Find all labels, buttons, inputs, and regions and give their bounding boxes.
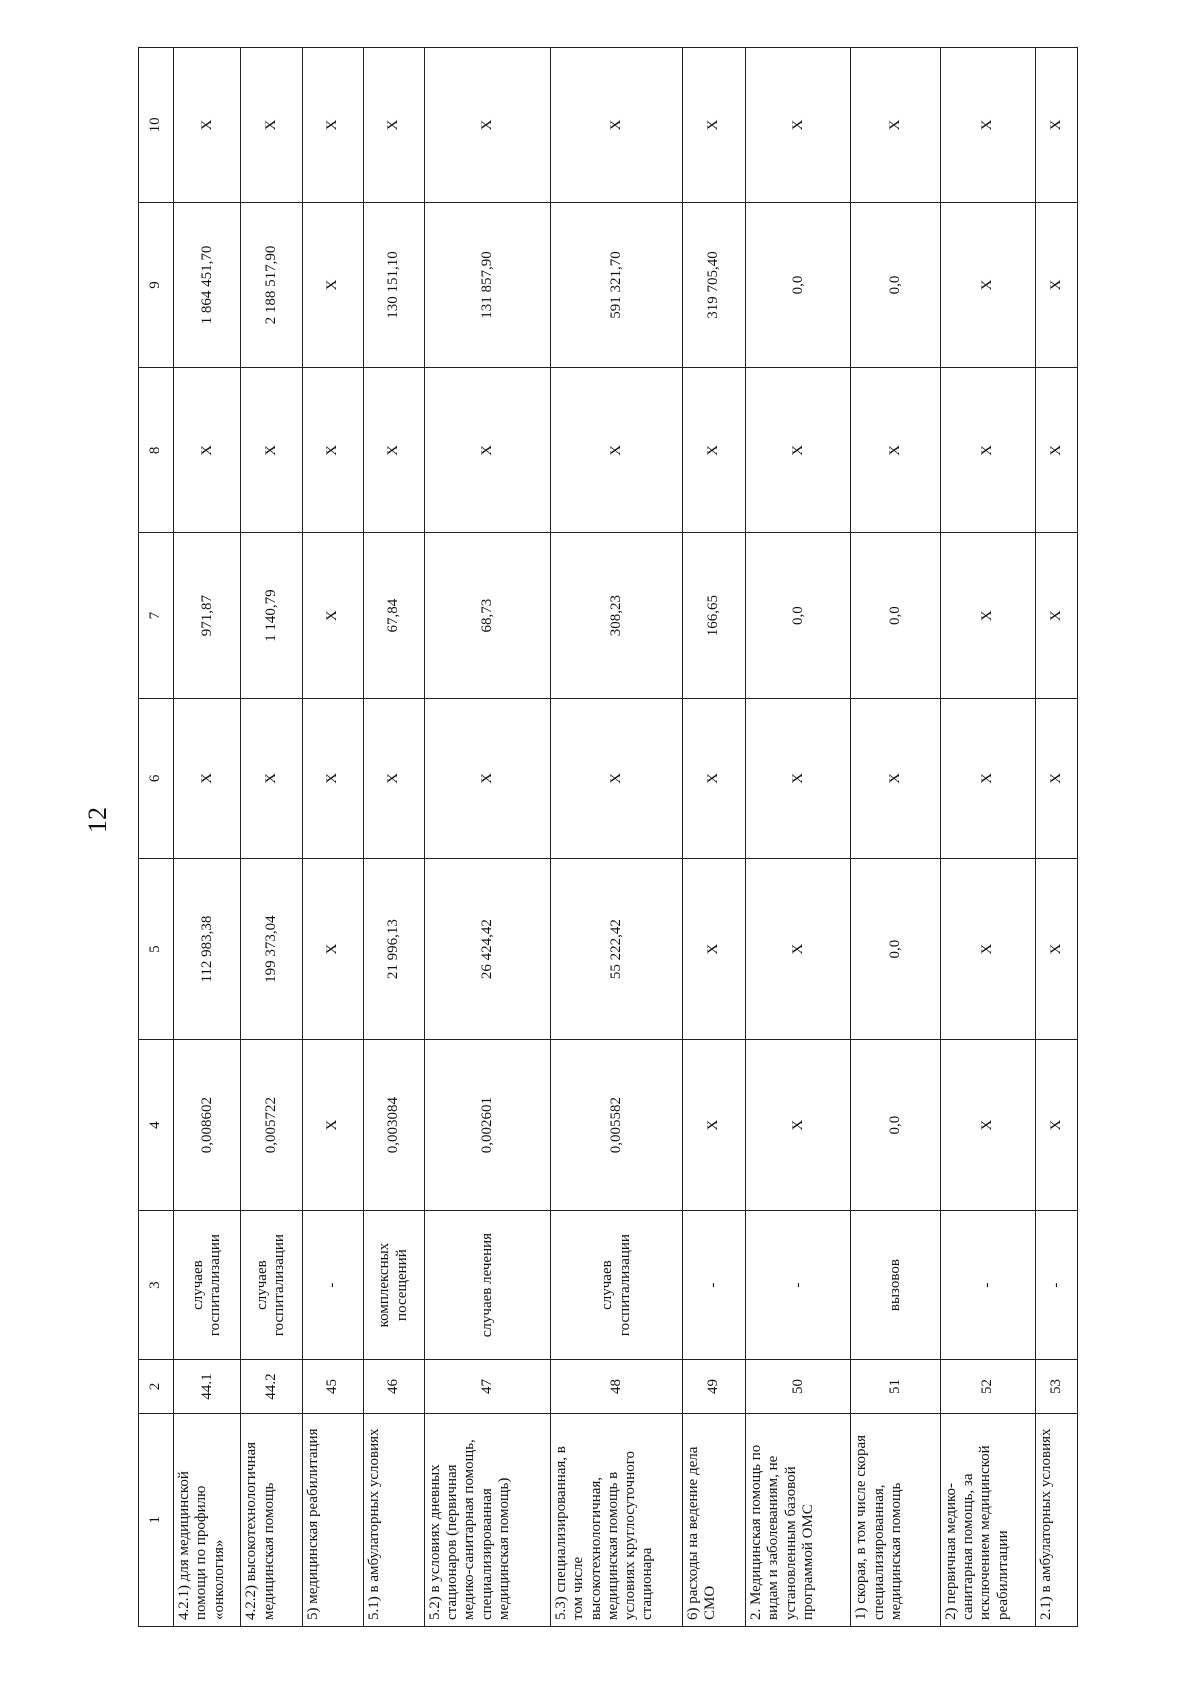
value-cell: Х bbox=[174, 698, 241, 858]
unit-cell: - bbox=[1035, 1210, 1077, 1359]
value-cell: Х bbox=[302, 533, 363, 698]
unit-cell: случаев госпитализации bbox=[241, 1210, 302, 1359]
table-row bbox=[241, 48, 302, 1627]
value-cell: 591 321,70 bbox=[551, 202, 683, 367]
value-cell: 2 188 517,90 bbox=[241, 202, 302, 367]
unit-cell: случаев лечения bbox=[424, 1210, 550, 1359]
value-cell: 26 424,42 bbox=[424, 858, 550, 1039]
value-cell: 0,0 bbox=[851, 202, 941, 367]
row-number-cell: 44.2 bbox=[241, 1360, 302, 1413]
value-cell: Х bbox=[682, 368, 745, 533]
col-header: 8 bbox=[139, 368, 174, 533]
value-cell: Х bbox=[746, 698, 851, 858]
value-cell: 0,003084 bbox=[363, 1040, 424, 1211]
value-cell: 0,002601 bbox=[424, 1040, 550, 1211]
row-name-cell: 5.2) в условиях дневных стационаров (первичная медико-санитарная помощь, специализированная медицинская помощь) bbox=[424, 1413, 550, 1626]
row-number-cell: 49 bbox=[682, 1360, 745, 1413]
value-cell: 971,87 bbox=[174, 533, 241, 698]
row-name-cell: 2.1) в амбулаторных условиях bbox=[1035, 1413, 1077, 1626]
table-row bbox=[1035, 48, 1077, 1627]
value-cell: 166,65 bbox=[682, 533, 745, 698]
value-cell: 0,005722 bbox=[241, 1040, 302, 1211]
value-cell: Х bbox=[851, 368, 941, 533]
value-cell: Х bbox=[174, 368, 241, 533]
col-header: 9 bbox=[139, 202, 174, 367]
row-number-cell: 53 bbox=[1035, 1360, 1077, 1413]
unit-cell: - bbox=[940, 1210, 1035, 1359]
value-cell: 21 996,13 bbox=[363, 858, 424, 1039]
row-number-cell: 46 bbox=[363, 1360, 424, 1413]
value-cell: 130 151,10 bbox=[363, 202, 424, 367]
unit-cell: случаев госпитализации bbox=[551, 1210, 683, 1359]
value-cell: Х bbox=[682, 858, 745, 1039]
value-cell: Х bbox=[1035, 202, 1077, 367]
value-cell: 0,0 bbox=[746, 533, 851, 698]
unit-cell: - bbox=[746, 1210, 851, 1359]
value-cell: 131 857,90 bbox=[424, 202, 550, 367]
table-row bbox=[746, 48, 851, 1627]
value-cell: Х bbox=[940, 858, 1035, 1039]
table-row bbox=[424, 48, 550, 1627]
row-name-cell: 4.2.2) высокотехнологичная медицинская помощь bbox=[241, 1413, 302, 1626]
value-cell: Х bbox=[241, 698, 302, 858]
value-cell: Х bbox=[174, 48, 241, 203]
table-row bbox=[851, 48, 941, 1627]
row-name-cell: 5) медицинская реабилитация bbox=[302, 1413, 363, 1626]
value-cell: Х bbox=[940, 698, 1035, 858]
value-cell: 0,0 bbox=[851, 533, 941, 698]
value-cell: Х bbox=[940, 368, 1035, 533]
value-cell: 0,0 bbox=[851, 858, 941, 1039]
value-cell: Х bbox=[302, 698, 363, 858]
row-name-cell: 6) расходы на ведение дела СМО bbox=[682, 1413, 745, 1626]
value-cell: 112 983,38 bbox=[174, 858, 241, 1039]
value-cell: Х bbox=[551, 368, 683, 533]
value-cell: Х bbox=[424, 368, 550, 533]
value-cell: Х bbox=[682, 698, 745, 858]
row-name-cell: 4.2.1) для медицинской помощи по профилю «онкология» bbox=[174, 1413, 241, 1626]
value-cell: Х bbox=[851, 698, 941, 858]
value-cell: Х bbox=[302, 858, 363, 1039]
row-number-cell: 51 bbox=[851, 1360, 941, 1413]
value-cell: Х bbox=[363, 368, 424, 533]
row-name-cell: 2) первичная медико-санитарная помощь, за исключением медицинской реабилитации bbox=[940, 1413, 1035, 1626]
value-cell: 199 373,04 bbox=[241, 858, 302, 1039]
value-cell: Х bbox=[1035, 1040, 1077, 1211]
col-header: 4 bbox=[139, 1040, 174, 1211]
rotated-table-container bbox=[138, 47, 1078, 1627]
value-cell: 55 222,42 bbox=[551, 858, 683, 1039]
row-number-cell: 50 bbox=[746, 1360, 851, 1413]
col-header: 7 bbox=[139, 533, 174, 698]
table-row bbox=[302, 48, 363, 1627]
value-cell: 0,0 bbox=[851, 1040, 941, 1211]
header-row bbox=[139, 48, 174, 1627]
value-cell: Х bbox=[363, 698, 424, 858]
value-cell: Х bbox=[1035, 48, 1077, 203]
value-cell: 319 705,40 bbox=[682, 202, 745, 367]
unit-cell: вызовов bbox=[851, 1210, 941, 1359]
col-header: 3 bbox=[139, 1210, 174, 1359]
value-cell: 0,005582 bbox=[551, 1040, 683, 1211]
value-cell: Х bbox=[1035, 858, 1077, 1039]
value-cell: Х bbox=[363, 48, 424, 203]
value-cell: Х bbox=[851, 48, 941, 203]
value-cell: 1 864 451,70 bbox=[174, 202, 241, 367]
value-cell: Х bbox=[746, 368, 851, 533]
value-cell: Х bbox=[424, 48, 550, 203]
value-cell: Х bbox=[682, 48, 745, 203]
table-row bbox=[174, 48, 241, 1627]
col-header: 6 bbox=[139, 698, 174, 858]
value-cell: Х bbox=[940, 48, 1035, 203]
value-cell: Х bbox=[1035, 698, 1077, 858]
value-cell: Х bbox=[940, 202, 1035, 367]
value-cell: 308,23 bbox=[551, 533, 683, 698]
value-cell: 68,73 bbox=[424, 533, 550, 698]
row-number-cell: 47 bbox=[424, 1360, 550, 1413]
col-header: 5 bbox=[139, 858, 174, 1039]
value-cell: Х bbox=[746, 858, 851, 1039]
value-cell: Х bbox=[241, 48, 302, 203]
value-cell: Х bbox=[302, 48, 363, 203]
row-name-cell: 1) скорая, в том числе скорая специализированная, медицинская помощь bbox=[851, 1413, 941, 1626]
value-cell: Х bbox=[682, 1040, 745, 1211]
value-cell: Х bbox=[302, 1040, 363, 1211]
row-name-cell: 5.1) в амбулаторных условиях bbox=[363, 1413, 424, 1626]
col-header: 10 bbox=[139, 48, 174, 203]
value-cell: 1 140,79 bbox=[241, 533, 302, 698]
value-cell: Х bbox=[424, 698, 550, 858]
row-number-cell: 45 bbox=[302, 1360, 363, 1413]
page-number: 12 bbox=[83, 807, 112, 833]
value-cell: Х bbox=[1035, 368, 1077, 533]
unit-cell: случаев госпитализации bbox=[174, 1210, 241, 1359]
table-row bbox=[363, 48, 424, 1627]
table-row bbox=[551, 48, 683, 1627]
table-row bbox=[682, 48, 745, 1627]
value-cell: Х bbox=[241, 368, 302, 533]
row-name-cell: 2. Медицинская помощь по видам и заболеваниям, не установленным базовой программой ОМС bbox=[746, 1413, 851, 1626]
value-cell: 0,0 bbox=[746, 202, 851, 367]
value-cell: 67,84 bbox=[363, 533, 424, 698]
value-cell: 0,008602 bbox=[174, 1040, 241, 1211]
unit-cell: комплексных посещений bbox=[363, 1210, 424, 1359]
table-row bbox=[940, 48, 1035, 1627]
value-cell: Х bbox=[302, 202, 363, 367]
data-table bbox=[138, 47, 1078, 1627]
value-cell: Х bbox=[940, 533, 1035, 698]
value-cell: Х bbox=[302, 368, 363, 533]
value-cell: Х bbox=[746, 48, 851, 203]
row-number-cell: 44.1 bbox=[174, 1360, 241, 1413]
row-number-cell: 52 bbox=[940, 1360, 1035, 1413]
row-name-cell: 5.3) специализированная, в том числе высокотехнологичная, медицинская помощь в условиях круглосуточного стационара bbox=[551, 1413, 683, 1626]
unit-cell: - bbox=[682, 1210, 745, 1359]
value-cell: Х bbox=[940, 1040, 1035, 1211]
value-cell: Х bbox=[551, 698, 683, 858]
col-header: 1 bbox=[139, 1413, 174, 1626]
value-cell: Х bbox=[551, 48, 683, 203]
unit-cell: - bbox=[302, 1210, 363, 1359]
value-cell: Х bbox=[1035, 533, 1077, 698]
row-number-cell: 48 bbox=[551, 1360, 683, 1413]
value-cell: Х bbox=[746, 1040, 851, 1211]
col-header: 2 bbox=[139, 1360, 174, 1413]
